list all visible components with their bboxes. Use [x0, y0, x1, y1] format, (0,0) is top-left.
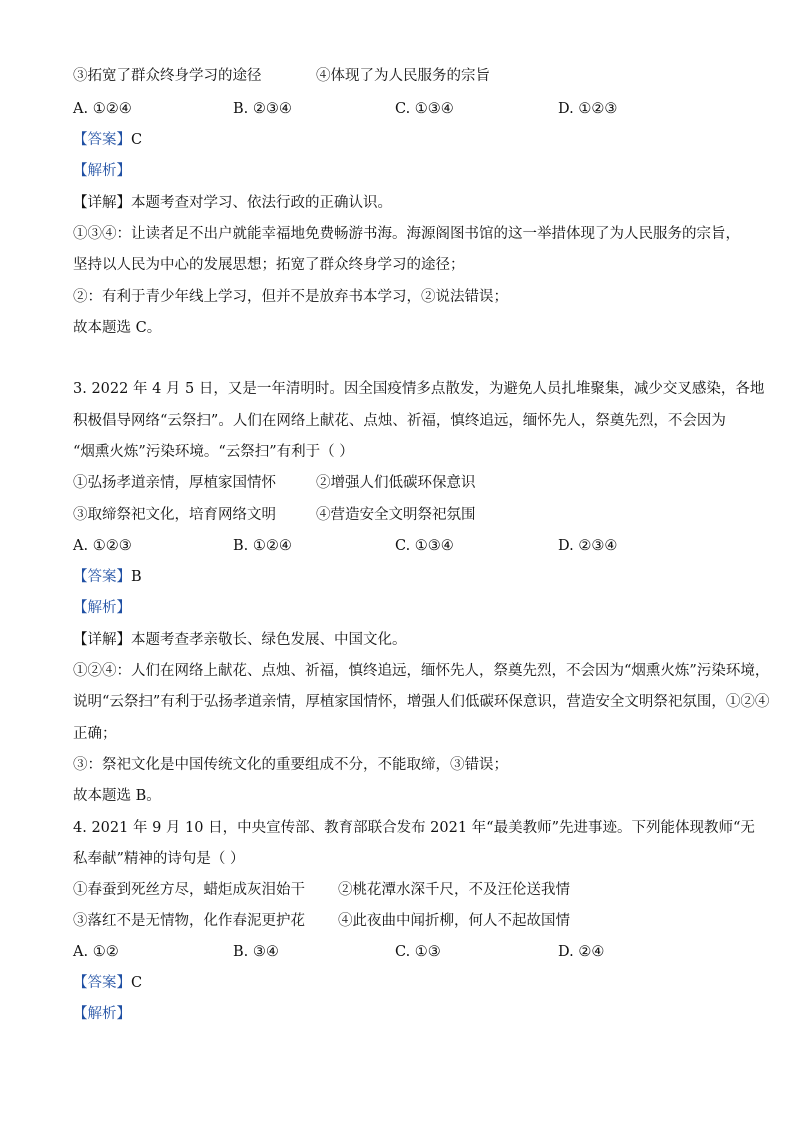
- q2-choice-3: ③拓宽了群众终身学习的途径: [73, 68, 262, 84]
- q2-explanation-1-line-1: ①③④：让读者足不出户就能幸福地免费畅游书海。海源阁图书馆的这一举措体现了为人民服务的宗旨，: [73, 226, 740, 242]
- detail-tag: 【详解】: [73, 195, 131, 211]
- answer-tag: 【答案】: [73, 975, 131, 991]
- answer-tag: 【答案】: [73, 132, 131, 148]
- q4-option-d: D. ②④: [558, 944, 605, 960]
- q2-explanation-1-line-2: 坚持以人民为中心的发展思想；拓宽了群众终身学习的途径；: [73, 257, 465, 273]
- q2-detail-line: [73, 193, 723, 213]
- q4-option-c: C. ①③: [395, 944, 441, 960]
- q4-choice-3: ③落红不是无情物，化作春泥更护花: [73, 913, 305, 929]
- q3-option-d: D. ②③④: [558, 538, 618, 554]
- q4-stem-line-2: 私奉献”精神的诗句是（ ）: [73, 851, 245, 867]
- q4-option-a: A. ①②: [73, 944, 119, 960]
- q3-choice-1: ①弘扬孝道亲情，厚植家国情怀: [73, 475, 276, 491]
- q2-conclusion: 故本题选 C。: [73, 320, 162, 336]
- q3-option-c: C. ①③④: [395, 538, 454, 554]
- q3-choice-2: ②增强人们低碳环保意识: [316, 475, 476, 491]
- q2-explanation-2: ②：有利于青少年线上学习，但并不是放弃书本学习，②说法错误；: [73, 289, 508, 305]
- q3-answer-line: [73, 567, 723, 587]
- q3-explanation-1-line-2: 说明“云祭扫”有利于弘扬孝道亲情，厚植家国情怀，增强人们低碳环保意识，营造安全文明祭祀氛围，①②④: [73, 694, 770, 710]
- q4-choice-4: ④此夜曲中闻折柳，何人不起故国情: [338, 913, 570, 929]
- q2-option-b: B. ②③④: [233, 101, 292, 117]
- q3-detail-line: [73, 630, 723, 650]
- q3-conclusion: 故本题选 B。: [73, 788, 161, 804]
- q3-stem-line-3: “烟熏火炼”污染环境。“云祭扫”有利于（ ）: [73, 444, 354, 460]
- q3-detail: 本题考查孝亲敬长、绿色发展、中国文化。: [131, 632, 407, 648]
- q3-option-a: A. ①②③: [73, 538, 132, 554]
- q3-choice-4: ④营造安全文明祭祀氛围: [316, 507, 476, 523]
- q4-option-b: B. ③④: [233, 944, 279, 960]
- q2-analysis-tag: 【解析】: [73, 163, 131, 179]
- q3-stem-line-2: 积极倡导网络“云祭扫”。人们在网络上献花、点烛、祈福，慎终追远，缅怀先人，祭奠先烈，不会因为: [73, 413, 726, 429]
- q4-choice-2: ②桃花潭水深千尺，不及汪伦送我情: [338, 882, 570, 898]
- detail-tag: 【详解】: [73, 632, 131, 648]
- q4-answer: C: [131, 975, 143, 991]
- q2-answer-line: [73, 130, 723, 150]
- q3-explanation-1-line-1: ①②④：人们在网络上献花、点烛、祈福，慎终追远，缅怀先人，祭奠先烈，不会因为“烟熏火炼”污染环境，: [73, 663, 770, 679]
- answer-tag: 【答案】: [73, 569, 131, 585]
- q3-explanation-2: ③：祭祀文化是中国传统文化的重要组成不分，不能取缔，③错误；: [73, 757, 508, 773]
- q2-option-d: D. ①②③: [558, 101, 618, 117]
- q3-stem-line-1: 3. 2022 年 4 月 5 日，又是一年清明时。因全国疫情多点散发，为避免人员扎堆聚集，减少交叉感染，各地: [73, 381, 765, 397]
- q3-explanation-1-line-3: 正确；: [73, 726, 117, 742]
- q3-answer: B: [131, 569, 142, 585]
- q3-analysis-tag: 【解析】: [73, 600, 131, 616]
- q2-option-a: A. ①②④: [73, 101, 132, 117]
- q4-answer-line: [73, 973, 723, 993]
- q3-choice-3: ③取缔祭祀文化，培育网络文明: [73, 507, 276, 523]
- q2-detail: 本题考查对学习、依法行政的正确认识。: [131, 195, 392, 211]
- q4-analysis-tag: 【解析】: [73, 1006, 131, 1022]
- q2-choice-4: ④体现了为人民服务的宗旨: [316, 68, 490, 84]
- q4-stem-line-1: 4. 2021 年 9 月 10 日，中央宣传部、教育部联合发布 2021 年“最美教师”先进事迹。下列能体现教师“无: [73, 820, 755, 836]
- q2-answer: C: [131, 132, 143, 148]
- q4-choice-1: ①春蚕到死丝方尽，蜡炬成灰泪始干: [73, 882, 305, 898]
- q2-option-c: C. ①③④: [395, 101, 454, 117]
- q3-option-b: B. ①②④: [233, 538, 292, 554]
